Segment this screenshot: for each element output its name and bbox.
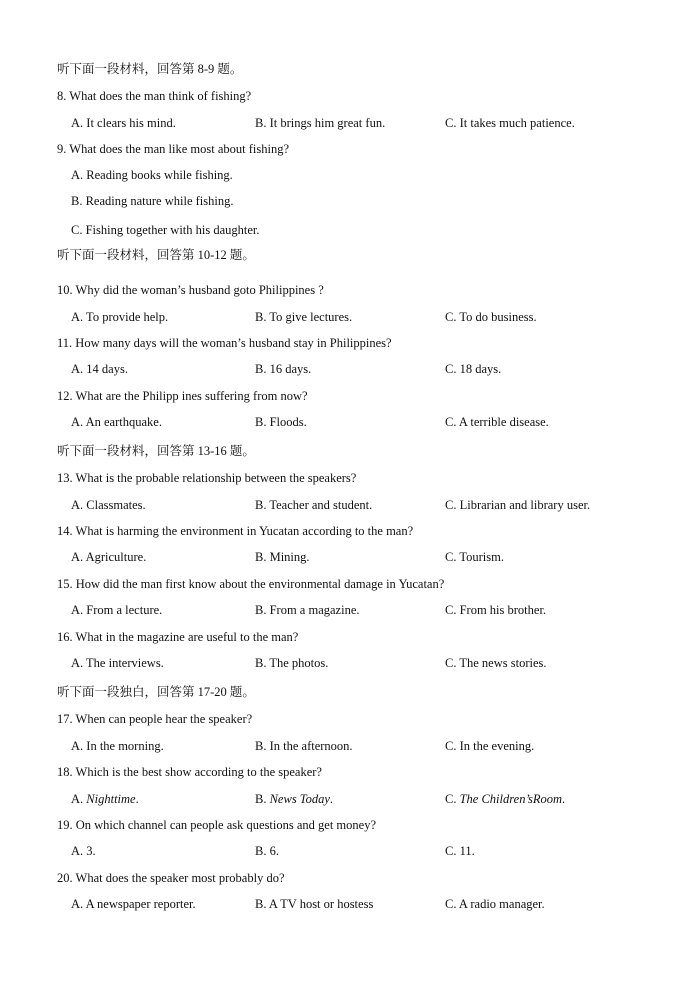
section-header: 听下面一段材料，回答第 8-9 题。 bbox=[57, 62, 243, 76]
option-c: C. A radio manager. bbox=[445, 897, 545, 911]
option-c: C. A terrible disease. bbox=[445, 415, 549, 429]
option-a: A. The interviews. bbox=[71, 656, 164, 670]
option-a: A. 3. bbox=[71, 844, 96, 858]
option-a: A. It clears his mind. bbox=[71, 116, 176, 130]
section-header: 听下面一段材料，回答第 13-16 题。 bbox=[57, 444, 255, 458]
question-stem: 17. When can people hear the speaker? bbox=[57, 712, 253, 726]
option-c: C. Fishing together with his daughter. bbox=[71, 223, 260, 237]
option-a: A. Reading books while fishing. bbox=[71, 168, 233, 182]
option-c: C. To do business. bbox=[445, 310, 537, 324]
option-c: C. In the evening. bbox=[445, 739, 535, 753]
question-stem: 9. What does the man like most about fishing? bbox=[57, 142, 290, 156]
option-b: B. From a magazine. bbox=[255, 603, 360, 617]
option-b: B. The photos. bbox=[255, 656, 329, 670]
option-b: B. Reading nature while fishing. bbox=[71, 194, 234, 208]
option-b: B. In the afternoon. bbox=[255, 739, 353, 753]
show-title: Nighttime bbox=[86, 792, 136, 806]
option-b: B. A TV host or hostess bbox=[255, 897, 374, 911]
option-a: A. Agriculture. bbox=[71, 550, 147, 564]
section-header: 听下面一段材料，回答第 10-12 题。 bbox=[57, 248, 255, 262]
option-c: C. It takes much patience. bbox=[445, 116, 575, 130]
option-c: C. 18 days. bbox=[445, 362, 502, 376]
option-a: A. An earthquake. bbox=[71, 415, 162, 429]
option-b: B. Teacher and student. bbox=[255, 498, 373, 512]
option-c: C. 11. bbox=[445, 844, 475, 858]
option-b: B. Floods. bbox=[255, 415, 307, 429]
option-b: B. It brings him great fun. bbox=[255, 116, 386, 130]
option-b: B. 6. bbox=[255, 844, 279, 858]
option-b: B. 16 days. bbox=[255, 362, 312, 376]
question-stem: 19. On which channel can people ask questions and get money? bbox=[57, 818, 377, 832]
option-letter: A. bbox=[71, 792, 84, 806]
option-b: B. News Today. bbox=[255, 792, 334, 806]
question-stem: 8. What does the man think of fishing? bbox=[57, 89, 252, 103]
show-title: News Today bbox=[269, 792, 330, 806]
option-a: A. A newspaper reporter. bbox=[71, 897, 196, 911]
section-header: 听下面一段独白，回答第 17-20 题。 bbox=[57, 685, 255, 699]
question-stem: 20. What does the speaker most probably do? bbox=[57, 871, 285, 885]
question-stem: 12. What are the Philipp ines suffering from now? bbox=[57, 389, 308, 403]
question-stem: 14. What is harming the environment in Yucatan according to the man? bbox=[57, 524, 414, 538]
option-a: A. Nighttime. bbox=[71, 792, 139, 806]
option-c: C. From his brother. bbox=[445, 603, 547, 617]
question-stem: 13. What is the probable relationship between the speakers? bbox=[57, 471, 357, 485]
option-c: C. Tourism. bbox=[445, 550, 504, 564]
option-a: A. To provide help. bbox=[71, 310, 169, 324]
option-letter: B. bbox=[255, 792, 267, 806]
option-a: A. 14 days. bbox=[71, 362, 128, 376]
question-stem: 18. Which is the best show according to the speaker? bbox=[57, 765, 322, 779]
option-b: B. To give lectures. bbox=[255, 310, 353, 324]
option-c: C. The Children’sRoom. bbox=[445, 792, 566, 806]
question-stem: 15. How did the man first know about the environmental damage in Yucatan? bbox=[57, 577, 445, 591]
option-a: A. Classmates. bbox=[71, 498, 146, 512]
show-title: The Children’sRoom bbox=[459, 792, 563, 806]
option-letter: C. bbox=[445, 792, 457, 806]
option-a: A. From a lecture. bbox=[71, 603, 163, 617]
question-stem: 11. How many days will the woman’s husband stay in Philippines? bbox=[57, 336, 392, 350]
question-stem: 10. Why did the woman’s husband goto Philippines ? bbox=[57, 283, 324, 297]
option-c: C. The news stories. bbox=[445, 656, 547, 670]
option-b: B. Mining. bbox=[255, 550, 310, 564]
question-stem: 16. What in the magazine are useful to the man? bbox=[57, 630, 299, 644]
option-a: A. In the morning. bbox=[71, 739, 164, 753]
option-c: C. Librarian and library user. bbox=[445, 498, 591, 512]
